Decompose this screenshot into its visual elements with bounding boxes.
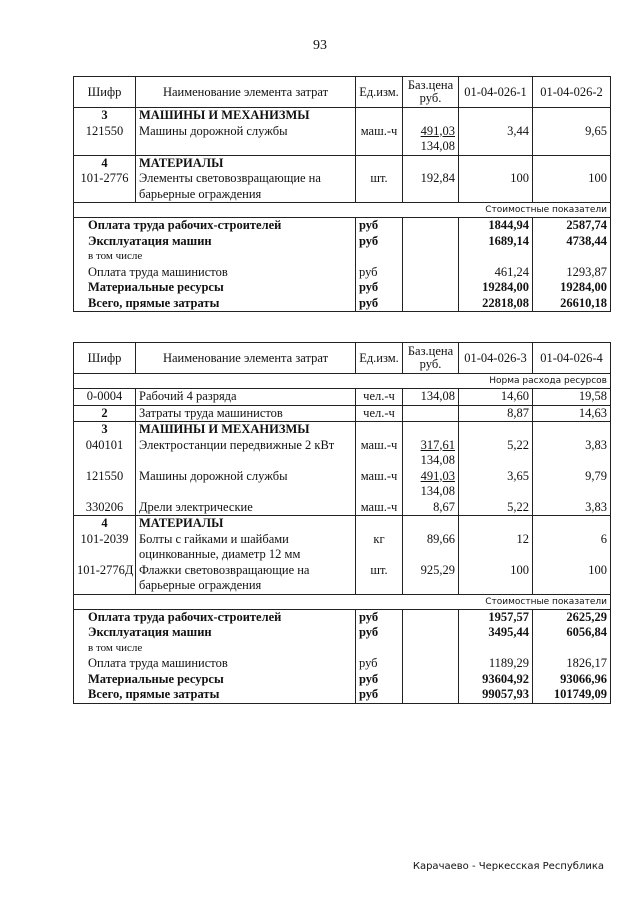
summary-row	[74, 687, 611, 703]
value-cell-1: 3,65	[459, 469, 533, 500]
code-cell: 121550	[74, 124, 136, 156]
unit-cell: шт.	[356, 171, 403, 203]
summary-row	[74, 249, 611, 265]
price-cell	[403, 108, 459, 124]
column-header: Наименование элемента затрат	[136, 77, 356, 108]
price-cell	[403, 516, 459, 532]
column-header: 01-04-026-4	[533, 343, 611, 374]
value-cell-2: 6	[533, 532, 611, 563]
value-cell-2: 100	[533, 563, 611, 595]
value-cell-2: 2587,74	[533, 218, 611, 234]
header-row	[74, 343, 611, 374]
price-value-2: 134,08	[420, 139, 455, 153]
name-cell: Элементы световозвращающие на барьерные ограждения	[136, 171, 356, 203]
unit-cell: руб	[356, 265, 403, 281]
price-cell	[403, 672, 459, 688]
code-cell: 3	[74, 108, 136, 124]
unit-cell	[356, 422, 403, 438]
price-value-2: 134,08	[420, 484, 455, 498]
price-cell	[403, 218, 459, 234]
value-cell-1	[459, 516, 533, 532]
price-cell	[403, 563, 459, 595]
section-label-row	[74, 203, 611, 218]
summary-name: Оплата труда рабочих-строителей	[74, 218, 356, 234]
section-label-row	[74, 374, 611, 389]
price-cell	[403, 469, 459, 500]
unit-cell: руб	[356, 672, 403, 688]
resource-table-2	[73, 342, 611, 704]
unit-cell: руб	[356, 218, 403, 234]
section-label-row	[74, 594, 611, 609]
value-cell-2: 9,79	[533, 469, 611, 500]
value-cell-1: 3,44	[459, 124, 533, 156]
summary-row	[74, 280, 611, 296]
table-row	[74, 171, 611, 203]
unit-cell	[356, 249, 403, 265]
value-cell-1: 461,24	[459, 265, 533, 281]
price-value: 925,29	[420, 562, 455, 577]
summary-name: в том числе	[74, 249, 356, 265]
summary-row	[74, 641, 611, 657]
price-cell	[403, 249, 459, 265]
value-cell-2	[533, 249, 611, 265]
price-cell	[403, 296, 459, 312]
unit-cell: маш.-ч	[356, 469, 403, 500]
value-cell-2: 26610,18	[533, 296, 611, 312]
table-row	[74, 469, 611, 500]
code-cell: 2	[74, 405, 136, 422]
unit-cell: руб	[356, 625, 403, 641]
name-cell: МАШИНЫ И МЕХАНИЗМЫ	[136, 108, 356, 124]
cost-label: Стоимостные показатели	[74, 594, 611, 609]
summary-row	[74, 265, 611, 281]
price-cell	[403, 656, 459, 672]
column-header: 01-04-026-1	[459, 77, 533, 108]
unit-cell: руб	[356, 656, 403, 672]
summary-row	[74, 625, 611, 641]
unit-cell: чел.-ч	[356, 405, 403, 422]
price-cell	[403, 532, 459, 563]
footer-region: Карачаево - Черкесская Республика	[412, 861, 604, 872]
price-cell	[403, 422, 459, 438]
page-number: 93	[313, 38, 327, 53]
summary-row	[74, 672, 611, 688]
value-cell-1: 14,60	[459, 389, 533, 406]
price-cell	[403, 641, 459, 657]
code-cell: 330206	[74, 500, 136, 516]
value-cell-1: 100	[459, 171, 533, 203]
price-value: 317,61	[420, 437, 455, 452]
summary-row	[74, 234, 611, 250]
column-header: Шифр	[74, 343, 136, 374]
column-header: Ед.изм.	[356, 343, 403, 374]
price-value: 491,03	[420, 468, 455, 483]
value-cell-2: 9,65	[533, 124, 611, 156]
unit-cell: руб	[356, 280, 403, 296]
value-cell-2	[533, 641, 611, 657]
price-cell	[403, 687, 459, 703]
value-cell-1: 1689,14	[459, 234, 533, 250]
column-header: Шифр	[74, 77, 136, 108]
summary-row	[74, 218, 611, 234]
unit-cell: кг	[356, 532, 403, 563]
value-cell-2: 4738,44	[533, 234, 611, 250]
value-cell-2: 3,83	[533, 500, 611, 516]
code-cell: 121550	[74, 469, 136, 500]
name-cell: Затраты труда машинистов	[136, 405, 356, 422]
price-cell	[403, 389, 459, 406]
value-cell-1	[459, 108, 533, 124]
value-cell-1	[459, 155, 533, 171]
summary-name: Всего, прямые затраты	[74, 296, 356, 312]
name-cell: Машины дорожной службы	[136, 124, 356, 156]
table-row	[74, 516, 611, 532]
code-cell: 101-2039	[74, 532, 136, 563]
value-cell-1: 19284,00	[459, 280, 533, 296]
value-cell-1: 1189,29	[459, 656, 533, 672]
summary-row	[74, 296, 611, 312]
table-row	[74, 108, 611, 124]
value-cell-1: 5,22	[459, 438, 533, 469]
price-value: 89,66	[426, 531, 455, 546]
norm-label: Норма расхода ресурсов	[74, 374, 611, 389]
table-row	[74, 438, 611, 469]
value-cell-1: 93604,92	[459, 672, 533, 688]
unit-cell	[356, 108, 403, 124]
price-cell	[403, 124, 459, 156]
table-row	[74, 405, 611, 422]
column-header: Баз.цена руб.	[403, 343, 459, 374]
summary-name: Оплата труда машинистов	[74, 656, 356, 672]
price-value: 8,67	[433, 499, 455, 514]
unit-cell	[356, 641, 403, 657]
name-cell: Болты с гайками и шайбами оцинкованные, диаметр 12 мм	[136, 532, 356, 563]
code-cell: 101-2776Д	[74, 563, 136, 595]
summary-name: Оплата труда машинистов	[74, 265, 356, 281]
summary-row	[74, 656, 611, 672]
name-cell: Флажки световозвращающие на барьерные ограждения	[136, 563, 356, 595]
unit-cell	[356, 155, 403, 171]
table-row	[74, 500, 611, 516]
table-row	[74, 389, 611, 406]
summary-name: Эксплуатация машин	[74, 625, 356, 641]
value-cell-2	[533, 108, 611, 124]
unit-cell: маш.-ч	[356, 124, 403, 156]
value-cell-2: 19284,00	[533, 280, 611, 296]
table-row	[74, 563, 611, 595]
summary-name: Всего, прямые затраты	[74, 687, 356, 703]
unit-cell: маш.-ч	[356, 500, 403, 516]
value-cell-2	[533, 155, 611, 171]
unit-cell: руб	[356, 687, 403, 703]
price-cell	[403, 155, 459, 171]
price-cell	[403, 265, 459, 281]
price-cell	[403, 405, 459, 422]
column-header: 01-04-026-2	[533, 77, 611, 108]
value-cell-2: 1826,17	[533, 656, 611, 672]
price-cell	[403, 500, 459, 516]
column-header: Баз.цена руб.	[403, 77, 459, 108]
unit-cell: шт.	[356, 563, 403, 595]
resource-table-1	[73, 76, 611, 312]
summary-row	[74, 609, 611, 625]
name-cell: МАТЕРИАЛЫ	[136, 516, 356, 532]
value-cell-2: 93066,96	[533, 672, 611, 688]
price-cell	[403, 280, 459, 296]
summary-name: Материальные ресурсы	[74, 280, 356, 296]
unit-cell: руб	[356, 296, 403, 312]
column-header: Наименование элемента затрат	[136, 343, 356, 374]
price-value: 491,03	[420, 123, 455, 138]
value-cell-2: 101749,09	[533, 687, 611, 703]
table-row	[74, 155, 611, 171]
price-value: 192,84	[420, 171, 455, 185]
name-cell: МАТЕРИАЛЫ	[136, 155, 356, 171]
summary-name: Материальные ресурсы	[74, 672, 356, 688]
value-cell-2: 6056,84	[533, 625, 611, 641]
name-cell: Электростанции передвижные 2 кВт	[136, 438, 356, 469]
value-cell-2: 19,58	[533, 389, 611, 406]
value-cell-1	[459, 641, 533, 657]
unit-cell	[356, 516, 403, 532]
price-value-2: 134,08	[420, 453, 455, 467]
table-row	[74, 124, 611, 156]
summary-name: в том числе	[74, 641, 356, 657]
price-cell	[403, 171, 459, 203]
value-cell-1: 8,87	[459, 405, 533, 422]
name-cell: Машины дорожной службы	[136, 469, 356, 500]
name-cell: Рабочий 4 разряда	[136, 389, 356, 406]
code-cell: 0-0004	[74, 389, 136, 406]
price-cell	[403, 234, 459, 250]
code-cell: 4	[74, 516, 136, 532]
value-cell-1: 3495,44	[459, 625, 533, 641]
unit-cell: руб	[356, 234, 403, 250]
unit-cell: чел.-ч	[356, 389, 403, 406]
summary-name: Эксплуатация машин	[74, 234, 356, 250]
value-cell-2	[533, 516, 611, 532]
value-cell-1: 100	[459, 563, 533, 595]
price-cell	[403, 625, 459, 641]
table-row	[74, 532, 611, 563]
unit-cell: руб	[356, 609, 403, 625]
value-cell-1: 1957,57	[459, 609, 533, 625]
header-row	[74, 77, 611, 108]
value-cell-2: 2625,29	[533, 609, 611, 625]
value-cell-1: 1844,94	[459, 218, 533, 234]
value-cell-2: 1293,87	[533, 265, 611, 281]
value-cell-1: 5,22	[459, 500, 533, 516]
column-header: 01-04-026-3	[459, 343, 533, 374]
value-cell-2: 100	[533, 171, 611, 203]
price-cell	[403, 438, 459, 469]
value-cell-2	[533, 422, 611, 438]
summary-name: Оплата труда рабочих-строителей	[74, 609, 356, 625]
name-cell: МАШИНЫ И МЕХАНИЗМЫ	[136, 422, 356, 438]
value-cell-1	[459, 249, 533, 265]
value-cell-2: 3,83	[533, 438, 611, 469]
value-cell-1	[459, 422, 533, 438]
name-cell: Дрели электрические	[136, 500, 356, 516]
value-cell-1: 22818,08	[459, 296, 533, 312]
value-cell-1: 12	[459, 532, 533, 563]
unit-cell: маш.-ч	[356, 438, 403, 469]
code-cell: 101-2776	[74, 171, 136, 203]
value-cell-1: 99057,93	[459, 687, 533, 703]
column-header: Ед.изм.	[356, 77, 403, 108]
code-cell: 3	[74, 422, 136, 438]
price-value: 134,08	[420, 389, 455, 403]
code-cell: 040101	[74, 438, 136, 469]
value-cell-2: 14,63	[533, 405, 611, 422]
cost-label: Стоимостные показатели	[74, 203, 611, 218]
code-cell: 4	[74, 155, 136, 171]
price-cell	[403, 609, 459, 625]
table-row	[74, 422, 611, 438]
